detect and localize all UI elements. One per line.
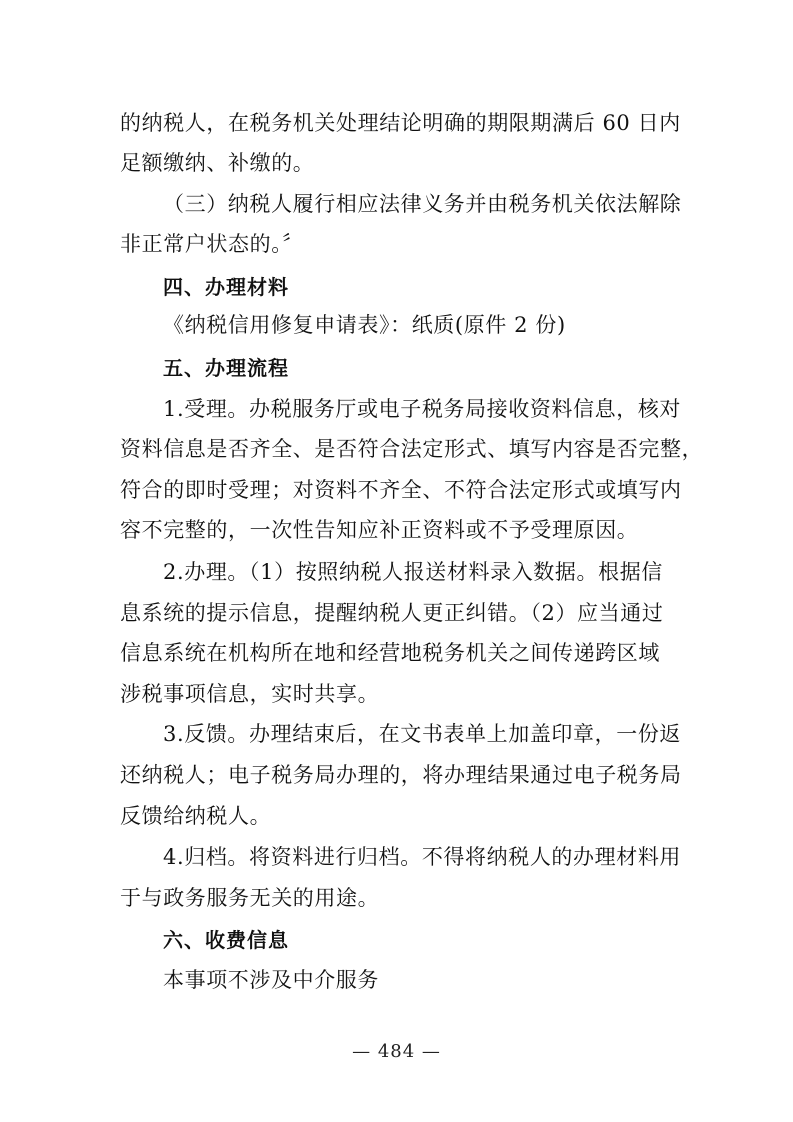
section-heading-fees: 六、收费信息 — [163, 928, 289, 952]
body-text-line: 3.反馈。办理结束后，在文书表单上加盖印章，一份返 — [163, 722, 682, 746]
body-text-line: （三）纳税人履行相应法律义务并由税务机关依法解除 — [163, 192, 682, 216]
section-heading-process: 五、办理流程 — [163, 356, 289, 380]
body-text-line: 于与政务服务无关的用途。 — [120, 886, 380, 910]
body-text-line: 容不完整的，一次性告知应补正资料或不予受理原因。 — [120, 518, 639, 542]
body-text-line: 信息系统在机构所在地和经营地税务机关之间传递跨区域 — [120, 641, 660, 665]
body-text-line: 4.归档。将资料进行归档。不得将纳税人的办理材料用 — [163, 845, 682, 869]
body-text-line: 本事项不涉及中介服务 — [163, 968, 379, 992]
body-text-line: 1.受理。办税服务厅或电子税务局接收资料信息，核对 — [163, 397, 682, 421]
body-text-line: 2.办理。（1）按照纳税人报送材料录入数据。根据信 — [163, 560, 663, 584]
body-text-line: 非正常户状态的。〞 — [120, 232, 304, 256]
page-number: — 484 — — [352, 1041, 441, 1062]
body-text-line: 符合的即时受理；对资料不齐全、不符合法定形式或填写内 — [120, 478, 682, 502]
body-text-line: 足额缴纳、补缴的。 — [120, 151, 315, 175]
section-heading-materials: 四、办理材料 — [163, 275, 289, 299]
body-text-line: 反馈给纳税人。 — [120, 804, 272, 828]
body-text-line: 涉税事项信息，实时共享。 — [120, 682, 380, 706]
body-text-line: 的纳税人，在税务机关处理结论明确的期限期满后 60 日内 — [120, 111, 681, 135]
body-text-line: 息系统的提示信息，提醒纳税人更正纠错。（2）应当通过 — [120, 601, 664, 625]
body-text-line: 《纳税信用修复申请表》：纸质(原件 2 份) — [163, 313, 566, 337]
body-text-line: 资料信息是否齐全、是否符合法定形式、填写内容是否完整， — [120, 437, 704, 461]
body-text-line: 还纳税人；电子税务局办理的，将办理结果通过电子税务局 — [120, 763, 682, 787]
